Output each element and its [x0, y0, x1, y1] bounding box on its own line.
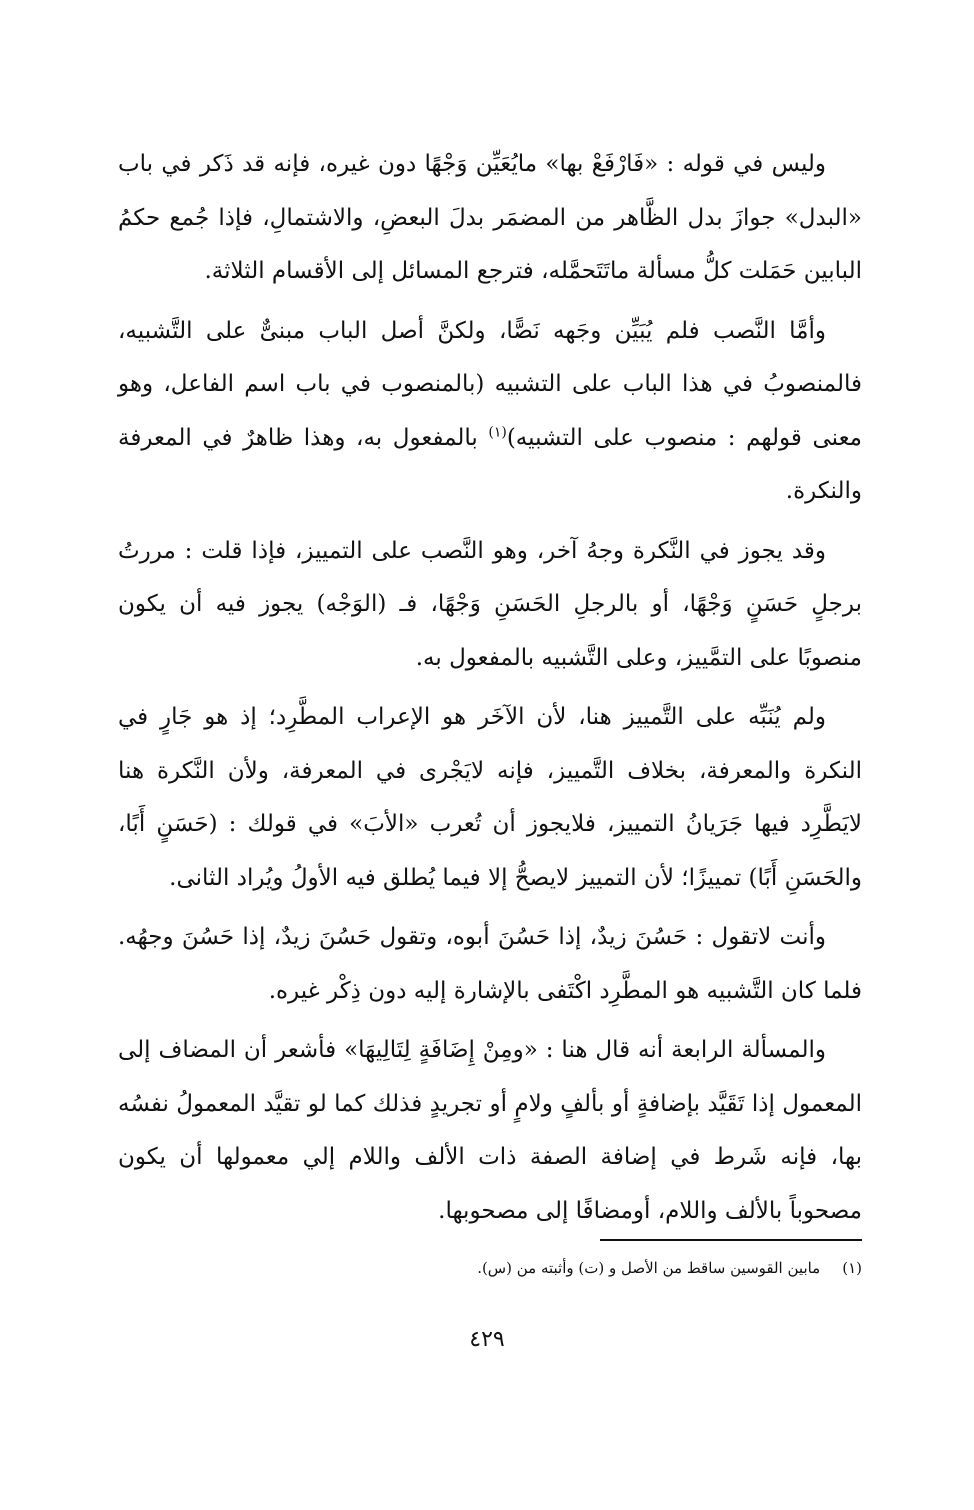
paragraph-5: وأنت لاتقول : حَسُنَ زيدٌ، إذا حَسُنَ أبوه، وتقول حَسُنَ زيدٌ، إذا حَسُنَ وجهُه. فلما كان التَّشبيه هو المطَّرِد اكْتَفى بالإشارة إليه دون ذِكْر غيره.: [118, 924, 862, 1004]
paragraph-2: [118, 305, 862, 519]
paragraph-6: والمسألة الرابعة أنه قال هنا : «ومِنْ إِضَافَةٍ لِتَالِيهَا» فأشعر أن المضاف إلى المعمول إذا تَقَيَّد بإضافةٍ أو بألفٍ ولامٍ أو تجريدٍ فذلك كما لو تقيَّد المعمولُ نفسُه بها، فإنه شَرط في إضافة الصفة ذات الألف واللام إلي معمولها أن يكون مصحوباً بالألف واللام، أومضافًا إلى مصحوبها.: [118, 1037, 862, 1224]
main-text: [118, 138, 862, 1244]
footnote-divider: [600, 1239, 862, 1241]
footnote-reference[interactable]: (١): [488, 423, 507, 440]
paragraph-4: ولم يُنَبِّه على التَّمييز هنا، لأن الآخَر هو الإعراب المطَّرِد؛ إذ هو جَارٍ في النكرة والمعرفة، بخلاف التَّمييز، فإنه لايَجْرى في المعرفة، ولأن النَّكرة هنا لايَطَّرِد فيها جَرَيانُ التمييز، فلايجوز أن تُعرب «الأبَ» في قولك : (حَسَنٍ أَبًا، والحَسَنِ أَبًا) تمييزًا؛ لأن التمييز لايصحُّ إلا فيما يُطلق فيه الأولُ ويُراد الثانى.: [118, 704, 862, 891]
paragraph-2-tail: بالمفعول به، وهذا ظاهرٌ في المعرفة والنكرة.: [118, 424, 862, 504]
paragraph-3: وقد يجوز في النَّكرة وجهُ آخر، وهو النَّصب على التمييز، فإذا قلت : مررتُ برجلٍ حَسَنٍ وَجْهًا، أو بالرجلِ الحَسَنِ وَجْهًا، فـ (الوَجْه) يجوز فيه أن يكون منصوبًا على التمَّييز، وعلى التَّشبيه بالمفعول به.: [118, 537, 862, 671]
page-number: ٤٢٩: [469, 1327, 505, 1352]
footnote-number: (١): [842, 1259, 862, 1277]
paragraph-1: وليس في قوله : «فَارْفَعْ بها» مايُعَيِّن وَجْهًا دون غيره، فإنه قد ذَكر في باب «البدل» جوازَ بدل الظَّاهر من المضمَر بدلَ البعضِ، والاشتمالِ، فإذا جُمع حكمُ البابين حَمَلت كلُّ مسألة ماتَتَحمَّله، فترجع المسائل إلى الأقسام الثلاثة.: [118, 151, 862, 284]
paragraph-2-text: وأمَّا النَّصب فلم يُبَيِّن وجَهه نَصًّا، ولكنَّ أصل الباب مبنىٌّ على التَّشبيه، فالمنصوبُ في هذا الباب على التشبيه (بالمنصوب في باب اسم الفاعل، وهو معنى قولهم : منصوب على التشبيه): [118, 317, 862, 451]
footnote: [300, 1254, 862, 1282]
footnote-text: مابين القوسين ساقط من الأصل و (ت) وأثبته من (س).: [477, 1259, 821, 1277]
